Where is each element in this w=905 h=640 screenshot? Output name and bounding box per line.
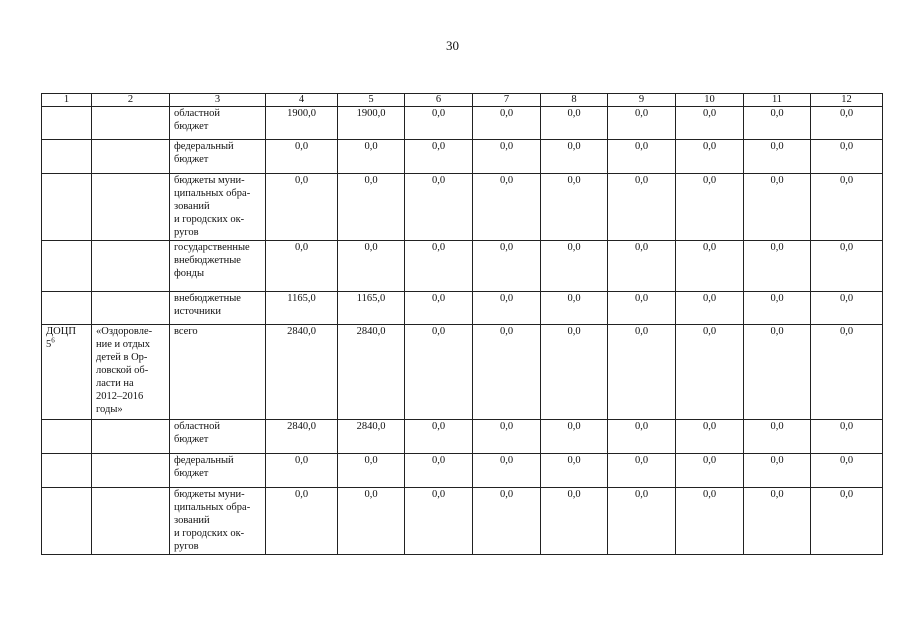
value-cell-col-5: 1165,0 [338,292,405,325]
program-code-cell [42,454,92,488]
value-cell-col-7: 0,0 [473,454,541,488]
value-cell-col-9: 0,0 [608,140,676,174]
value-cell-col-12: 0,0 [811,292,883,325]
program-code-cell [42,420,92,454]
value-cell-col-6: 0,0 [405,292,473,325]
program-code-cell [42,488,92,555]
budget-table [41,93,883,555]
value-cell-col-5: 0,0 [338,140,405,174]
value-cell-col-4: 1165,0 [266,292,338,325]
value-cell-col-7: 0,0 [473,325,541,420]
value-cell-col-10: 0,0 [676,241,744,292]
program-code-footnote: 6 [51,336,55,345]
funding-source-cell [170,420,266,454]
program-code-cell [42,140,92,174]
value-cell-col-7: 0,0 [473,174,541,241]
column-header-3: 3 [170,94,266,107]
value-cell-col-8: 0,0 [541,292,608,325]
value-cell-col-11: 0,0 [744,292,811,325]
value-cell-col-9: 0,0 [608,488,676,555]
program-name-cell [92,325,170,420]
funding-source-cell [170,325,266,420]
value-cell-col-10: 0,0 [676,488,744,555]
value-cell-col-7: 0,0 [473,140,541,174]
value-cell-col-10: 0,0 [676,454,744,488]
funding-source-cell [170,107,266,140]
program-name-cell [92,174,170,241]
value-cell-col-5: 1900,0 [338,107,405,140]
value-cell-col-12: 0,0 [811,241,883,292]
value-cell-col-4: 0,0 [266,488,338,555]
funding-source-cell [170,174,266,241]
program-name-cell [92,420,170,454]
value-cell-col-11: 0,0 [744,241,811,292]
funding-source-cell [170,292,266,325]
value-cell-col-12: 0,0 [811,174,883,241]
value-cell-col-5: 2840,0 [338,420,405,454]
value-cell-col-12: 0,0 [811,325,883,420]
value-cell-col-4: 2840,0 [266,325,338,420]
value-cell-col-9: 0,0 [608,420,676,454]
value-cell-col-7: 0,0 [473,107,541,140]
header-row [42,94,883,107]
value-cell-col-6: 0,0 [405,420,473,454]
value-cell-col-4: 0,0 [266,174,338,241]
value-cell-col-9: 0,0 [608,107,676,140]
value-cell-col-11: 0,0 [744,488,811,555]
program-name-cell [92,454,170,488]
value-cell-col-8: 0,0 [541,454,608,488]
program-name-cell [92,107,170,140]
value-cell-col-5: 0,0 [338,488,405,555]
value-cell-col-6: 0,0 [405,488,473,555]
value-cell-col-4: 0,0 [266,454,338,488]
funding-source: государственные внебюджетные фонды [174,242,250,279]
funding-source-cell [170,488,266,555]
program-name-cell [92,241,170,292]
value-cell-col-4: 2840,0 [266,420,338,454]
column-header-9: 9 [608,94,676,107]
column-header-10: 10 [676,94,744,107]
page-number: 30 [446,38,459,53]
program-code: ДОЦП 5 [46,326,76,350]
column-header-4: 4 [266,94,338,107]
column-header-12: 12 [811,94,883,107]
value-cell-col-10: 0,0 [676,420,744,454]
program-code-cell [42,107,92,140]
value-cell-col-9: 0,0 [608,241,676,292]
table-row [42,241,883,292]
column-header-8: 8 [541,94,608,107]
value-cell-col-10: 0,0 [676,292,744,325]
program-code-cell [42,292,92,325]
value-cell-col-11: 0,0 [744,174,811,241]
value-cell-col-5: 0,0 [338,241,405,292]
funding-source: областной бюджет [174,421,220,445]
value-cell-col-6: 0,0 [405,140,473,174]
value-cell-col-11: 0,0 [744,420,811,454]
value-cell-col-12: 0,0 [811,140,883,174]
value-cell-col-10: 0,0 [676,174,744,241]
funding-source-cell [170,454,266,488]
value-cell-col-5: 2840,0 [338,325,405,420]
value-cell-col-7: 0,0 [473,420,541,454]
program-code-cell [42,325,92,420]
column-header-6: 6 [405,94,473,107]
value-cell-col-8: 0,0 [541,488,608,555]
value-cell-col-12: 0,0 [811,107,883,140]
table-row [42,292,883,325]
funding-source: федеральный бюджет [174,455,234,479]
funding-source-cell [170,140,266,174]
value-cell-col-4: 0,0 [266,140,338,174]
column-header-1: 1 [42,94,92,107]
value-cell-col-9: 0,0 [608,325,676,420]
value-cell-col-6: 0,0 [405,107,473,140]
value-cell-col-9: 0,0 [608,454,676,488]
value-cell-col-10: 0,0 [676,140,744,174]
funding-source: всего [174,326,198,337]
value-cell-col-8: 0,0 [541,107,608,140]
program-code-cell [42,241,92,292]
funding-source: бюджеты муни- ципальных обра- зований и городских ок- ругов [174,175,251,238]
column-header-7: 7 [473,94,541,107]
funding-source: внебюджетные источники [174,293,241,317]
column-header-2: 2 [92,94,170,107]
program-name-cell [92,140,170,174]
table-body [42,107,883,555]
program-name-cell [92,292,170,325]
funding-source: федеральный бюджет [174,141,234,165]
column-header-11: 11 [744,94,811,107]
table-row [42,107,883,140]
value-cell-col-5: 0,0 [338,174,405,241]
funding-source-cell [170,241,266,292]
value-cell-col-8: 0,0 [541,140,608,174]
value-cell-col-9: 0,0 [608,174,676,241]
value-cell-col-11: 0,0 [744,454,811,488]
value-cell-col-6: 0,0 [405,174,473,241]
column-header-5: 5 [338,94,405,107]
value-cell-col-7: 0,0 [473,241,541,292]
value-cell-col-8: 0,0 [541,420,608,454]
value-cell-col-11: 0,0 [744,140,811,174]
value-cell-col-9: 0,0 [608,292,676,325]
value-cell-col-6: 0,0 [405,241,473,292]
value-cell-col-12: 0,0 [811,420,883,454]
table-row [42,325,883,420]
value-cell-col-12: 0,0 [811,454,883,488]
value-cell-col-11: 0,0 [744,107,811,140]
table-row [42,454,883,488]
value-cell-col-12: 0,0 [811,488,883,555]
value-cell-col-8: 0,0 [541,174,608,241]
value-cell-col-5: 0,0 [338,454,405,488]
value-cell-col-8: 0,0 [541,325,608,420]
value-cell-col-6: 0,0 [405,454,473,488]
table-row [42,174,883,241]
value-cell-col-6: 0,0 [405,325,473,420]
value-cell-col-7: 0,0 [473,488,541,555]
value-cell-col-4: 1900,0 [266,107,338,140]
value-cell-col-10: 0,0 [676,107,744,140]
value-cell-col-10: 0,0 [676,325,744,420]
program-name: «Оздоровле- ние и отдых детей в Ор- ловской об- ласти на 2012–2016 годы» [96,326,153,415]
value-cell-col-8: 0,0 [541,241,608,292]
value-cell-col-11: 0,0 [744,325,811,420]
program-name-cell [92,488,170,555]
table-row [42,488,883,555]
table-row [42,420,883,454]
program-code-cell [42,174,92,241]
funding-source: бюджеты муни- ципальных обра- зований и городских ок- ругов [174,489,251,552]
value-cell-col-4: 0,0 [266,241,338,292]
table-row [42,140,883,174]
value-cell-col-7: 0,0 [473,292,541,325]
funding-source: областной бюджет [174,108,220,132]
